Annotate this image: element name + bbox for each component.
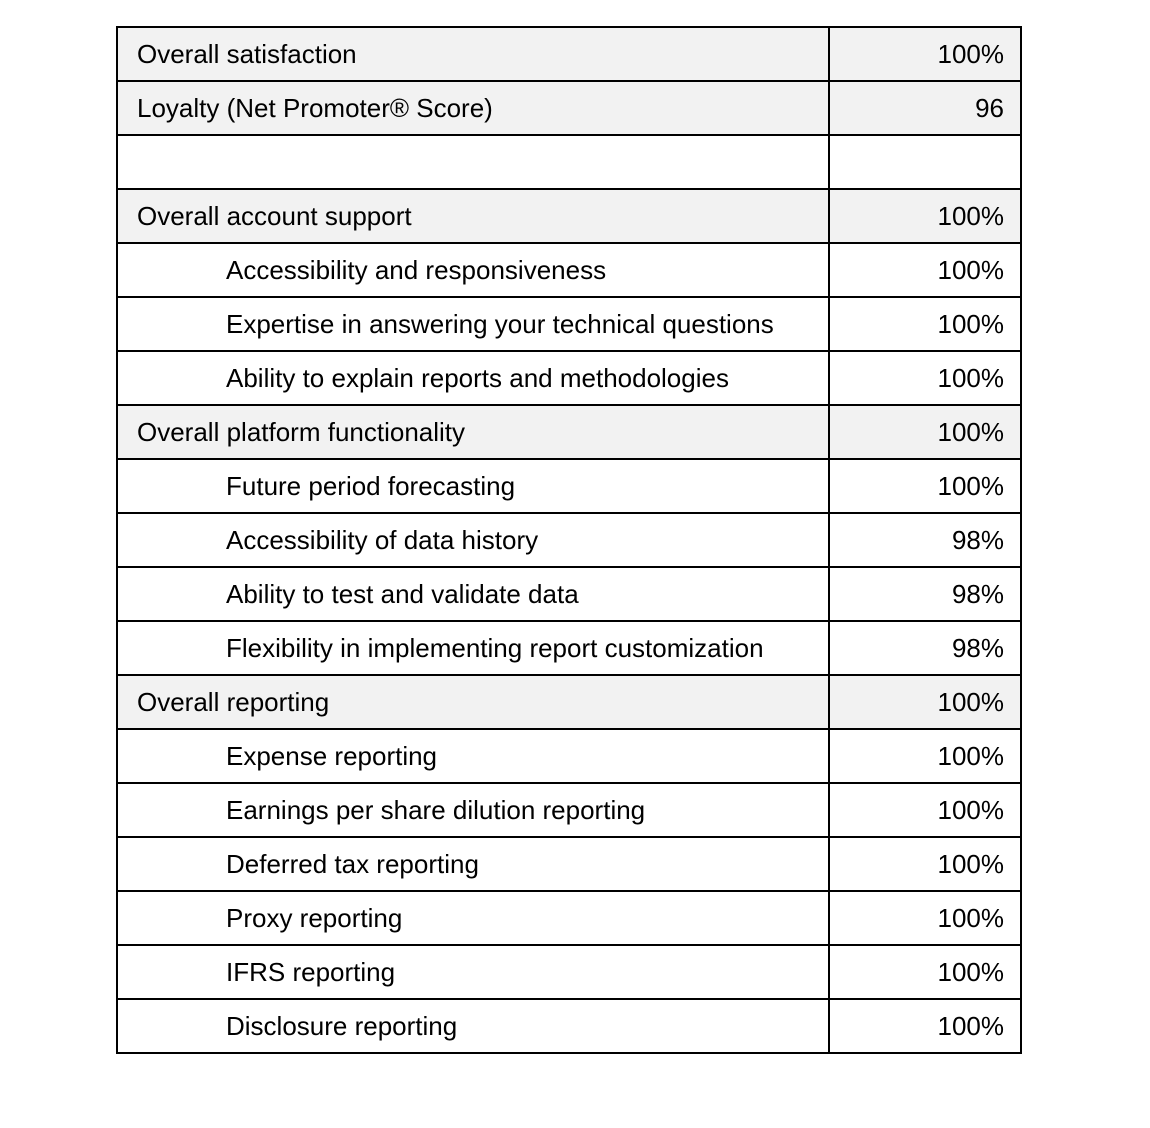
row-value: 100% [829,891,1021,945]
row-value: 96 [829,81,1021,135]
row-label: Overall satisfaction [117,27,829,81]
row-value: 98% [829,621,1021,675]
row-value: 100% [829,405,1021,459]
row-label [117,135,829,189]
table-row [117,999,1021,1053]
row-value: 100% [829,351,1021,405]
row-label: Flexibility in implementing report customization [117,621,829,675]
row-value: 100% [829,189,1021,243]
satisfaction-table-body [117,27,1021,1053]
table-row [117,783,1021,837]
row-value: 100% [829,675,1021,729]
row-label: Overall platform functionality [117,405,829,459]
table-row [117,945,1021,999]
row-label: Accessibility of data history [117,513,829,567]
row-value: 100% [829,297,1021,351]
row-label: Ability to test and validate data [117,567,829,621]
row-value: 100% [829,837,1021,891]
row-label: Overall account support [117,189,829,243]
table-row [117,243,1021,297]
row-value: 98% [829,567,1021,621]
table-row-header [117,405,1021,459]
row-value: 98% [829,513,1021,567]
table-row [117,837,1021,891]
table-row-header [117,675,1021,729]
satisfaction-table [116,26,1022,1054]
row-value: 100% [829,243,1021,297]
row-value: 100% [829,27,1021,81]
row-label: Deferred tax reporting [117,837,829,891]
satisfaction-table-container [116,26,1020,1054]
row-value: 100% [829,459,1021,513]
table-row [117,351,1021,405]
table-row [117,513,1021,567]
table-row-header [117,81,1021,135]
row-label: Ability to explain reports and methodologies [117,351,829,405]
row-label: Expense reporting [117,729,829,783]
row-value: 100% [829,729,1021,783]
row-value: 100% [829,999,1021,1053]
row-label: Future period forecasting [117,459,829,513]
row-label: Loyalty (Net Promoter® Score) [117,81,829,135]
row-label: IFRS reporting [117,945,829,999]
table-row-header [117,27,1021,81]
table-row [117,729,1021,783]
table-row [117,891,1021,945]
table-row [117,459,1021,513]
row-label: Disclosure reporting [117,999,829,1053]
row-value [829,135,1021,189]
row-label: Proxy reporting [117,891,829,945]
row-value: 100% [829,783,1021,837]
table-row [117,297,1021,351]
row-value: 100% [829,945,1021,999]
table-row-header [117,189,1021,243]
table-row [117,621,1021,675]
row-label: Earnings per share dilution reporting [117,783,829,837]
table-row [117,567,1021,621]
row-label: Overall reporting [117,675,829,729]
row-label: Accessibility and responsiveness [117,243,829,297]
row-label: Expertise in answering your technical questions [117,297,829,351]
table-row-blank [117,135,1021,189]
